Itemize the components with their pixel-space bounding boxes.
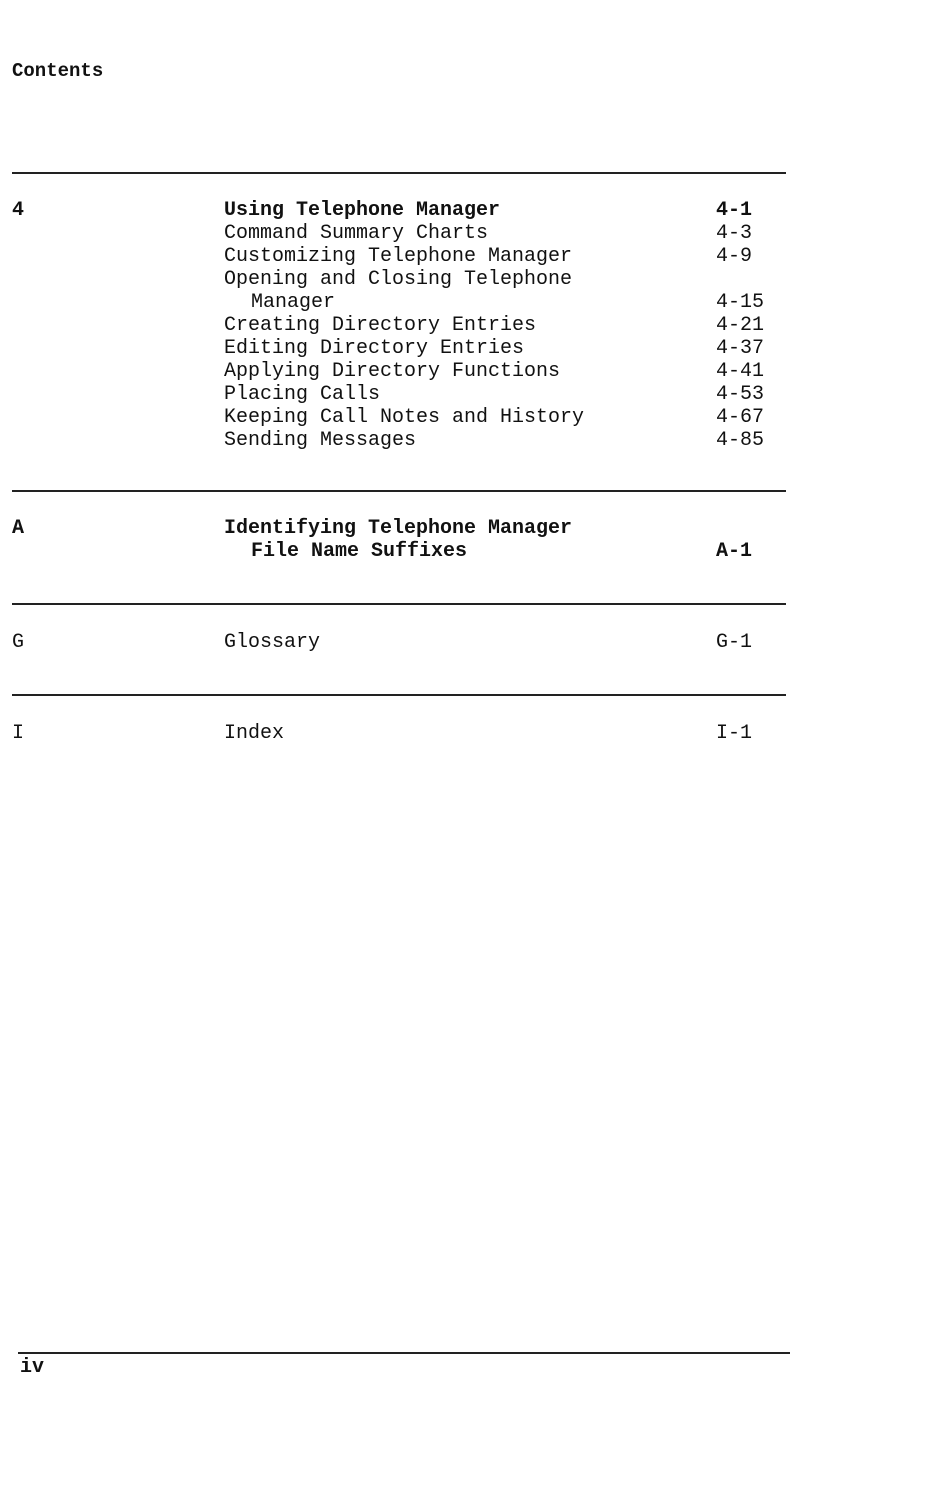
section-entries [224, 199, 784, 452]
toc-entry-title: Identifying Telephone Manager [224, 517, 573, 540]
toc-entry-title: Command Summary Charts [224, 222, 489, 245]
section-number: 4 [12, 199, 25, 222]
toc-entry-title: Keeping Call Notes and History [224, 406, 585, 429]
footer-rule [18, 1352, 790, 1354]
toc-entry-title: File Name Suffixes [251, 540, 468, 563]
toc-entry-title: Creating Directory Entries [224, 314, 537, 337]
toc-entry-page: 4-85 [716, 429, 765, 452]
toc-entry-title: Placing Calls [224, 383, 381, 406]
section-divider [12, 603, 786, 605]
toc-entry[interactable] [224, 383, 784, 406]
toc-entry-page: 4-41 [716, 360, 765, 383]
toc-entry-title: Editing Directory Entries [224, 337, 525, 360]
toc-entry[interactable] [224, 337, 784, 360]
toc-entry-page: 4-1 [716, 199, 753, 222]
toc-entry[interactable] [224, 722, 784, 745]
toc-entry-title: Using Telephone Manager [224, 199, 501, 222]
toc-entry-page: 4-21 [716, 314, 765, 337]
toc-entry-page: 4-15 [716, 291, 765, 314]
toc-entry-page: G-1 [716, 631, 753, 654]
toc-entry[interactable] [224, 631, 784, 654]
toc-entry-title: Glossary [224, 631, 321, 654]
section-entries [224, 722, 784, 745]
toc-entry[interactable] [224, 314, 784, 337]
toc-entry[interactable] [224, 540, 784, 563]
toc-entry-title: Index [224, 722, 285, 745]
toc-entry[interactable] [224, 245, 784, 268]
toc-entry-title: Manager [251, 291, 336, 314]
toc-entry-title: Sending Messages [224, 429, 417, 452]
toc-entry[interactable] [224, 199, 784, 222]
section-entries [224, 517, 784, 563]
section-divider [12, 172, 786, 174]
toc-entry[interactable] [224, 268, 784, 291]
toc-entry-page: 4-9 [716, 245, 753, 268]
toc-entry-page: I-1 [716, 722, 753, 745]
section-number: G [12, 631, 25, 654]
toc-entry[interactable] [224, 222, 784, 245]
toc-entry[interactable] [224, 406, 784, 429]
section-number: I [12, 722, 25, 745]
toc-entry-title: Customizing Telephone Manager [224, 245, 573, 268]
page-header: Contents [12, 60, 104, 82]
toc-entry-page: A-1 [716, 540, 753, 563]
toc-entry[interactable] [224, 360, 784, 383]
toc-entry[interactable] [224, 291, 784, 314]
section-number: A [12, 517, 25, 540]
section-entries [224, 631, 784, 654]
page-number: iv [20, 1356, 45, 1379]
section-divider [12, 694, 786, 696]
toc-entry-page: 4-37 [716, 337, 765, 360]
toc-entry-page: 4-3 [716, 222, 753, 245]
toc-entry[interactable] [224, 517, 784, 540]
section-divider [12, 490, 786, 492]
toc-entry[interactable] [224, 429, 784, 452]
toc-entry-page: 4-67 [716, 406, 765, 429]
toc-entry-title: Applying Directory Functions [224, 360, 561, 383]
toc-entry-title: Opening and Closing Telephone [224, 268, 573, 291]
toc-entry-page: 4-53 [716, 383, 765, 406]
